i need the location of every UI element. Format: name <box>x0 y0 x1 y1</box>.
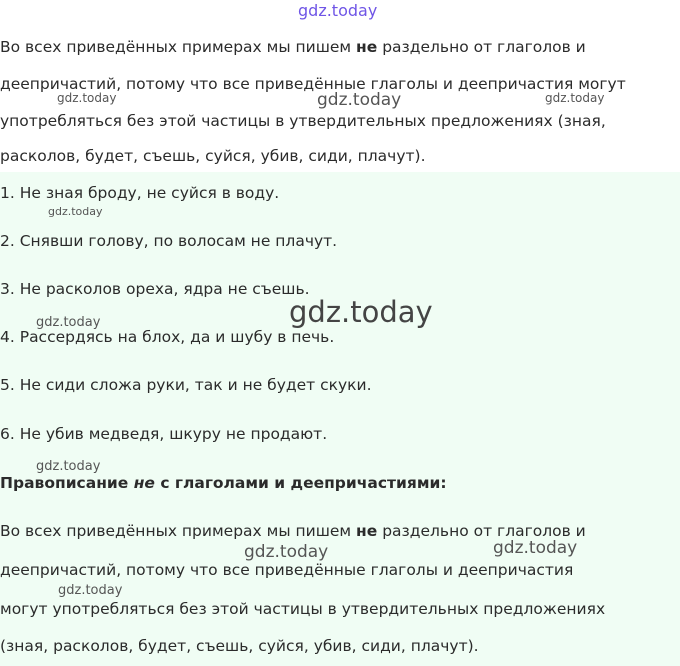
watermark: gdz.today <box>244 542 329 562</box>
sentence-3: 3. Не расколов ореха, ядра не съешь. <box>0 280 310 298</box>
watermark: gdz.today <box>36 315 101 330</box>
rule-heading: Правописание не с глаголами и деепричастиями: <box>0 474 447 492</box>
watermark: gdz.today <box>289 295 433 329</box>
intro-bold-ne: не <box>356 38 378 56</box>
intro-line-2: деепричастий, потому что все приведённые глаголы и деепричастия могут <box>0 75 626 93</box>
rule-line-2: деепричастий, потому что все приведённые глаголы и деепричастия <box>0 561 574 579</box>
intro-line-4: расколов, будет, съешь, суйся, убив, сиди, плачут). <box>0 147 426 165</box>
rule-line-4: (зная, расколов, будет, съешь, суйся, убив, сиди, плачут). <box>0 637 479 655</box>
watermark: gdz.today <box>545 91 605 105</box>
watermark: gdz.today <box>57 91 117 105</box>
intro-line-3: употребляться без этой частицы в утвердительных предложениях (зная, <box>0 112 606 130</box>
watermark: gdz.today <box>58 583 123 598</box>
rule-heading-ne: не <box>133 474 155 492</box>
sentence-6: 6. Не убив медведя, шкуру не продают. <box>0 425 328 443</box>
rule-line-3: могут употребляться без этой частицы в утвердительных предложениях <box>0 600 606 618</box>
watermark: gdz.today <box>493 538 578 558</box>
rule-line-1: Во всех приведённых примерах мы пишем не раздельно от глаголов и <box>0 522 586 540</box>
sentence-2: 2. Снявши голову, по волосам не плачут. <box>0 232 338 250</box>
watermark-top: gdz.today <box>298 1 378 20</box>
rule-bold-ne: не <box>356 522 378 540</box>
watermark: gdz.today <box>317 90 402 110</box>
watermark: gdz.today <box>48 205 103 218</box>
watermark: gdz.today <box>36 459 101 474</box>
intro-line-1: Во всех приведённых примерах мы пишем не раздельно от глаголов и <box>0 38 586 56</box>
sentence-4: 4. Рассердясь на блох, да и шубу в печь. <box>0 328 335 346</box>
sentence-5: 5. Не сиди сложа руки, так и не будет скуки. <box>0 376 372 394</box>
sentence-1: 1. Не зная броду, не суйся в воду. <box>0 184 280 202</box>
